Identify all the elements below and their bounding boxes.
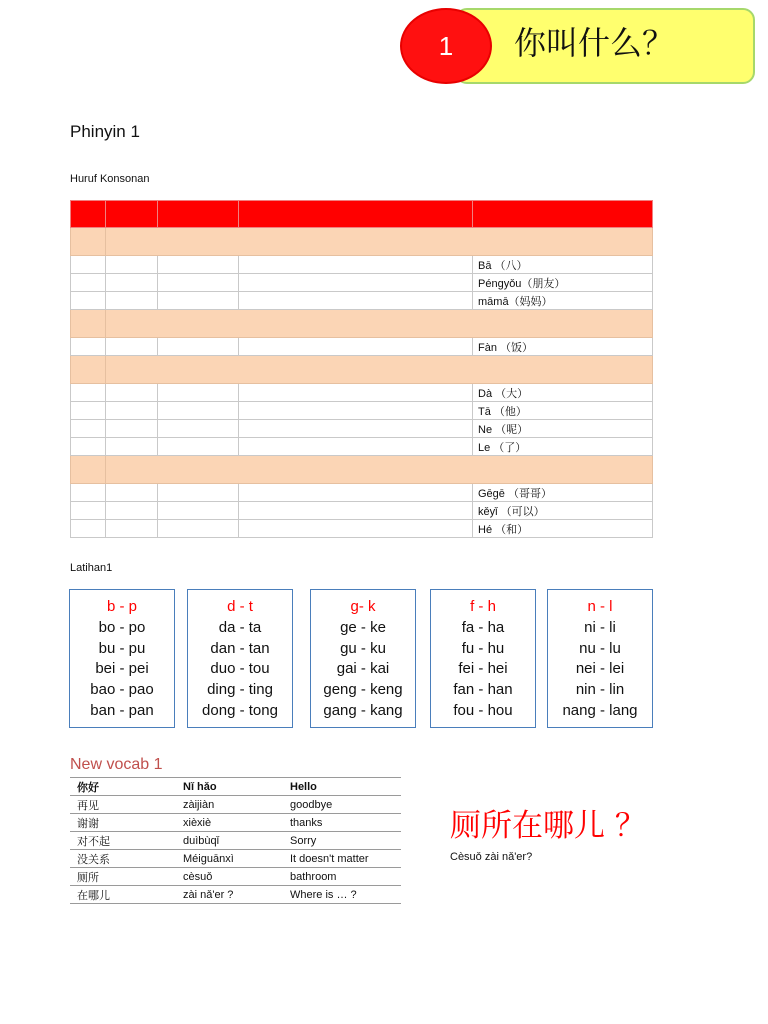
practice-box xyxy=(310,589,416,728)
table-cell xyxy=(71,256,106,274)
table-cell xyxy=(158,402,239,420)
table-cell xyxy=(158,274,239,292)
practice-syllable: duo - tou xyxy=(210,660,270,678)
table-cell xyxy=(71,356,106,384)
vocab-meaning: Hello xyxy=(283,778,401,796)
vocab-pinyin: Nǐ hǎo xyxy=(176,778,283,796)
table-cell xyxy=(106,256,158,274)
practice-box xyxy=(187,589,293,728)
vocab-hanzi: 你好 xyxy=(70,778,176,796)
table-row xyxy=(71,484,653,502)
practice-box xyxy=(69,589,175,728)
vocab-row xyxy=(70,832,401,850)
table-row xyxy=(71,420,653,438)
example-word: Péngyǒu（朋友） xyxy=(473,274,653,292)
vocab-meaning: It doesn't matter xyxy=(283,850,401,868)
table-header-cell xyxy=(106,201,158,228)
practice-syllable: bao - pao xyxy=(90,681,154,699)
vocab-pinyin: Méiguānxì xyxy=(176,850,283,868)
vocab-row xyxy=(70,814,401,832)
example-word: Le （了） xyxy=(473,438,653,456)
table-row xyxy=(71,274,653,292)
table-cell xyxy=(71,484,106,502)
table-cell xyxy=(106,338,158,356)
table-cell xyxy=(106,420,158,438)
example-word: māmā（妈妈） xyxy=(473,292,653,310)
vocab-row xyxy=(70,850,401,868)
table-cell xyxy=(71,310,106,338)
example-word: Dà （大） xyxy=(473,384,653,402)
practice-syllable: nu - lu xyxy=(579,639,621,657)
lesson-title: 你叫什么？ xyxy=(514,24,675,62)
practice-syllable: bei - pei xyxy=(95,660,149,678)
table-cell xyxy=(71,274,106,292)
practice-syllable: fu - hu xyxy=(461,639,505,657)
example-word: kěyǐ （可以） xyxy=(473,502,653,520)
table-cell xyxy=(71,338,106,356)
table-row xyxy=(71,338,653,356)
table-cell xyxy=(106,438,158,456)
vocab-meaning: Sorry xyxy=(283,832,401,850)
table-cell xyxy=(239,484,473,502)
practice-pair-heading: n - l xyxy=(587,598,613,615)
table-band-row xyxy=(71,356,653,384)
vocab-pinyin: cèsuǒ xyxy=(176,868,283,886)
table-cell xyxy=(239,274,473,292)
table-cell xyxy=(71,228,106,256)
table-band-cell xyxy=(106,228,653,256)
example-word: Gēgē （哥哥） xyxy=(473,484,653,502)
table-cell xyxy=(106,292,158,310)
vocab-pinyin: zàijiàn xyxy=(176,796,283,814)
table-cell xyxy=(106,402,158,420)
example-word: Tā （他） xyxy=(473,402,653,420)
vocab-hanzi: 谢谢 xyxy=(70,814,176,832)
vocab-meaning: bathroom xyxy=(283,868,401,886)
practice-pair-heading: b - p xyxy=(106,598,137,615)
practice-syllable: bu - pu xyxy=(98,639,146,657)
vocab-row xyxy=(70,886,401,904)
practice-syllable: nang - lang xyxy=(562,701,638,719)
practice-pair-heading: f - h xyxy=(470,598,496,615)
table-header-cell xyxy=(239,201,473,228)
question-hanzi: 厕所在哪儿 ？ xyxy=(450,808,646,844)
practice-syllable: dan - tan xyxy=(210,639,270,657)
vocab-row xyxy=(70,868,401,886)
table-cell xyxy=(239,384,473,402)
table-cell xyxy=(158,338,239,356)
vocab-hanzi: 厕所 xyxy=(70,868,176,886)
page-title: Phinyin 1 xyxy=(70,122,140,141)
vocab-hanzi: 没关系 xyxy=(70,850,176,868)
table-cell xyxy=(239,502,473,520)
table-cell xyxy=(158,502,239,520)
practice-pair-heading: d - t xyxy=(227,598,253,615)
practice-syllable: ban - pan xyxy=(90,701,154,719)
practice-syllable: gai - kai xyxy=(336,660,390,678)
table-cell xyxy=(158,420,239,438)
lesson-number-badge: 1 xyxy=(400,8,492,84)
table-cell xyxy=(239,292,473,310)
example-word: Ne （呢） xyxy=(473,420,653,438)
vocab-title: New vocab 1 xyxy=(70,756,163,773)
table-band-cell xyxy=(106,310,653,338)
consonant-table xyxy=(70,200,653,538)
table-cell xyxy=(106,484,158,502)
question-pinyin: Cèsuǒ zài nǎ'er? xyxy=(450,851,533,863)
table-cell xyxy=(158,384,239,402)
vocab-meaning: Where is … ? xyxy=(283,886,401,904)
table-cell xyxy=(158,292,239,310)
table-cell xyxy=(239,420,473,438)
table-cell xyxy=(239,520,473,538)
practice-box xyxy=(547,589,653,728)
table-cell xyxy=(71,402,106,420)
vocab-hanzi: 再见 xyxy=(70,796,176,814)
practice-syllable: ni - li xyxy=(584,618,616,636)
vocab-meaning: thanks xyxy=(283,814,401,832)
practice-box xyxy=(430,589,536,728)
table-cell xyxy=(71,502,106,520)
section-subtitle: Huruf Konsonan xyxy=(70,173,150,185)
vocab-meaning: goodbye xyxy=(283,796,401,814)
vocab-pinyin: xièxiè xyxy=(176,814,283,832)
vocab-hanzi: 在哪儿 xyxy=(70,886,176,904)
table-cell xyxy=(239,338,473,356)
table-header-cell xyxy=(71,201,106,228)
table-band-cell xyxy=(106,456,653,484)
table-cell xyxy=(158,484,239,502)
vocab-pinyin: zài nǎ'er ? xyxy=(176,886,283,904)
practice-syllable: fa - ha xyxy=(461,618,505,636)
practice-pair-heading: g- k xyxy=(350,598,376,615)
table-row xyxy=(71,520,653,538)
table-cell xyxy=(71,292,106,310)
example-word: Fàn （饭） xyxy=(473,338,653,356)
practice-syllable: nin - lin xyxy=(575,681,625,699)
table-cell xyxy=(106,502,158,520)
table-row xyxy=(71,256,653,274)
practice-syllable: geng - keng xyxy=(323,681,403,699)
practice-syllable: fou - hou xyxy=(453,701,513,719)
table-cell xyxy=(71,420,106,438)
practice-syllable: da - ta xyxy=(218,618,262,636)
practice-syllable: gu - ku xyxy=(340,639,386,657)
table-header-cell xyxy=(473,201,653,228)
table-cell xyxy=(158,520,239,538)
vocab-row xyxy=(70,778,401,796)
table-band-row xyxy=(71,456,653,484)
table-row xyxy=(71,384,653,402)
practice-syllable: fan - han xyxy=(453,681,513,699)
table-cell xyxy=(158,438,239,456)
practice-syllable: bo - po xyxy=(98,618,146,636)
table-row xyxy=(71,502,653,520)
table-cell xyxy=(71,438,106,456)
practice-syllable: nei - lei xyxy=(575,660,625,678)
table-cell xyxy=(106,520,158,538)
practice-syllable: fei - hei xyxy=(458,660,508,678)
practice-syllable: ding - ting xyxy=(207,681,273,699)
practice-syllable: gang - kang xyxy=(323,701,403,719)
table-cell xyxy=(239,402,473,420)
table-cell xyxy=(71,520,106,538)
vocab-hanzi: 对不起 xyxy=(70,832,176,850)
vocab-row xyxy=(70,796,401,814)
table-band-row xyxy=(71,310,653,338)
practice-syllable: dong - tong xyxy=(202,701,278,719)
table-band-cell xyxy=(106,356,653,384)
vocab-pinyin: duìbùqǐ xyxy=(176,832,283,850)
practice-syllable: ge - ke xyxy=(340,618,386,636)
table-row xyxy=(71,402,653,420)
table-row xyxy=(71,292,653,310)
table-cell xyxy=(158,256,239,274)
table-header-cell xyxy=(158,201,239,228)
table-cell xyxy=(239,256,473,274)
table-cell xyxy=(239,438,473,456)
table-row xyxy=(71,438,653,456)
table-cell xyxy=(106,384,158,402)
table-header-row xyxy=(71,201,653,228)
example-word: Hé （和） xyxy=(473,520,653,538)
table-cell xyxy=(71,456,106,484)
practice-label: Latihan1 xyxy=(70,562,113,574)
table-band-row xyxy=(71,228,653,256)
vocab-table xyxy=(70,777,401,904)
table-cell xyxy=(106,274,158,292)
example-word: Bā （八） xyxy=(473,256,653,274)
table-cell xyxy=(71,384,106,402)
